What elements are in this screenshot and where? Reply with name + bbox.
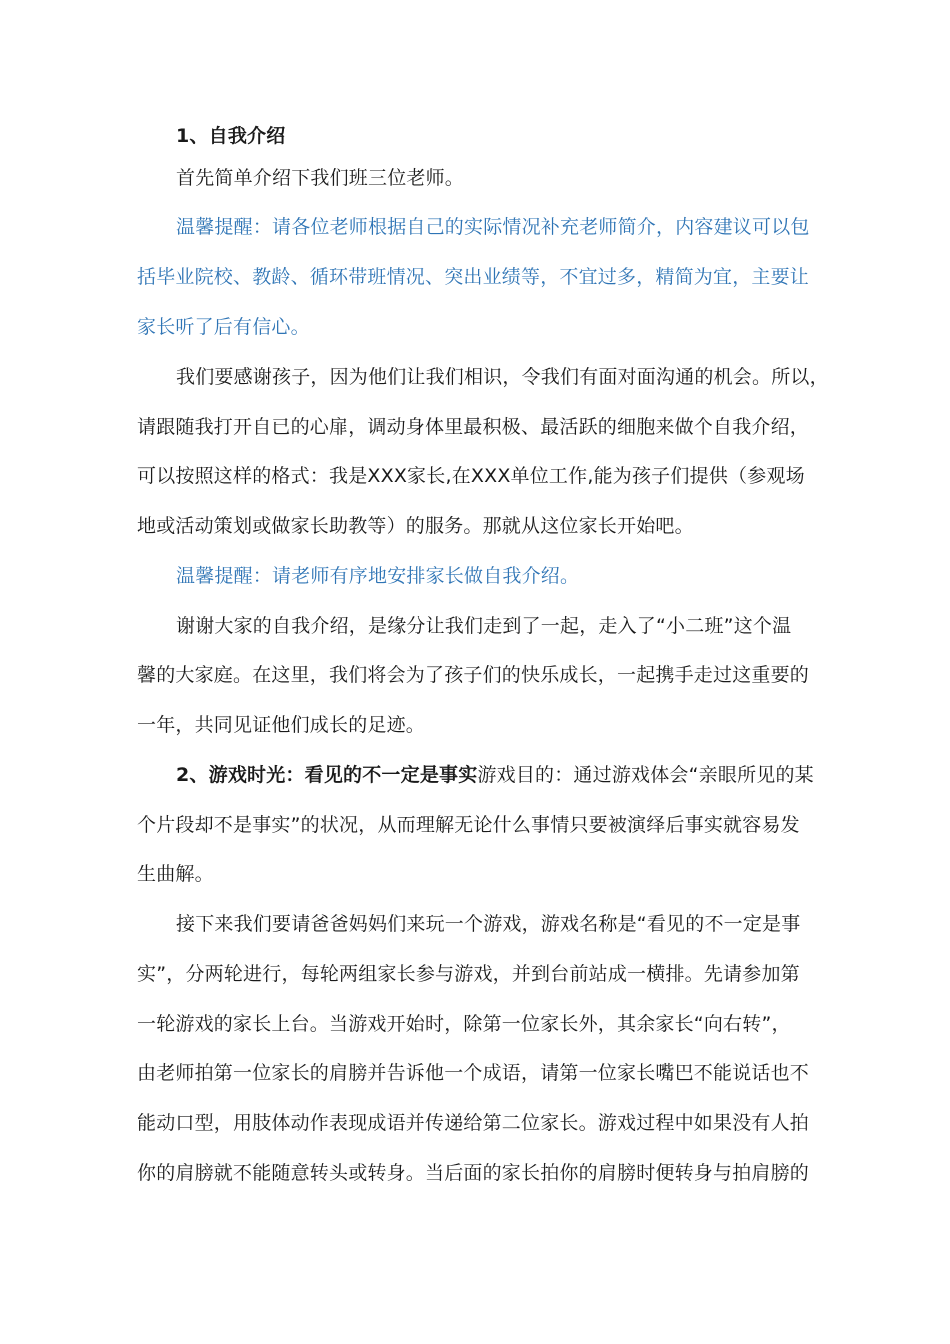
game-purpose-label: 游戏目的：通过游戏体会“亲眼所见的某	[477, 764, 814, 786]
paragraph-intro-teachers: 首先简单介绍下我们班三位老师。	[176, 167, 465, 189]
game-title: 2、游戏时光：看见的不一定是事实	[176, 764, 478, 786]
tip-line: 括毕业院校、教龄、循环带班情况、突出业绩等，不宜过多，精简为宜，主要让	[137, 266, 810, 288]
paragraph-line: 请跟随我打开自已的心扉，调动身体里最积极、最活跃的细胞来做个自我介绍，	[137, 416, 810, 438]
paragraph-line: 可以按照这样的格式：我是XXX家长,在XXX单位工作,能为孩子们提供（参观场	[137, 465, 805, 487]
section-heading-self-intro: 1、自我介绍	[176, 125, 286, 147]
paragraph-line: 实”，分两轮进行，每轮两组家长参与游戏，并到台前站成一横排。先请参加第	[137, 963, 800, 985]
paragraph-line: 一轮游戏的家长上台。当游戏开始时，除第一位家长外，其余家长“向右转”，	[137, 1013, 791, 1035]
paragraph-line: 馨的大家庭。在这里，我们将会为了孩子们的快乐成长，一起携手走过这重要的	[137, 664, 810, 686]
paragraph-line: 由老师拍第一位家长的肩膀并告诉他一个成语，请第一位家长嘴巴不能说话也不	[137, 1062, 810, 1084]
tip-parent-intro: 温馨提醒：请老师有序地安排家长做自我介绍。	[176, 565, 580, 587]
paragraph-line: 你的肩膀就不能随意转头或转身。当后面的家长拍你的肩膀时便转身与拍肩膀的	[137, 1162, 810, 1184]
section-heading-game-time	[176, 762, 814, 788]
paragraph-line: 接下来我们要请爸爸妈妈们来玩一个游戏，游戏名称是“看见的不一定是事	[176, 913, 801, 935]
paragraph-line: 一年，共同见证他们成长的足迹。	[137, 714, 426, 736]
paragraph-line: 谢谢大家的自我介绍，是缘分让我们走到了一起，走入了“小二班”这个温	[176, 615, 792, 637]
paragraph-line: 我们要感谢孩子，因为他们让我们相识，令我们有面对面沟通的机会。所以，	[176, 366, 829, 388]
paragraph-line: 地或活动策划或做家长助教等）的服务。那就从这位家长开始吧。	[137, 515, 694, 537]
paragraph-line: 生曲解。	[137, 863, 214, 885]
paragraph-line: 个片段却不是事实”的状况，从而理解无论什么事情只要被演绎后事实就容易发	[137, 814, 800, 836]
tip-line: 家长听了后有信心。	[137, 316, 310, 338]
paragraph-line: 能动口型，用肢体动作表现成语并传递给第二位家长。游戏过程中如果没有人拍	[137, 1112, 810, 1134]
tip-line: 温馨提醒：请各位老师根据自己的实际情况补充老师简介，内容建议可以包	[176, 216, 810, 238]
